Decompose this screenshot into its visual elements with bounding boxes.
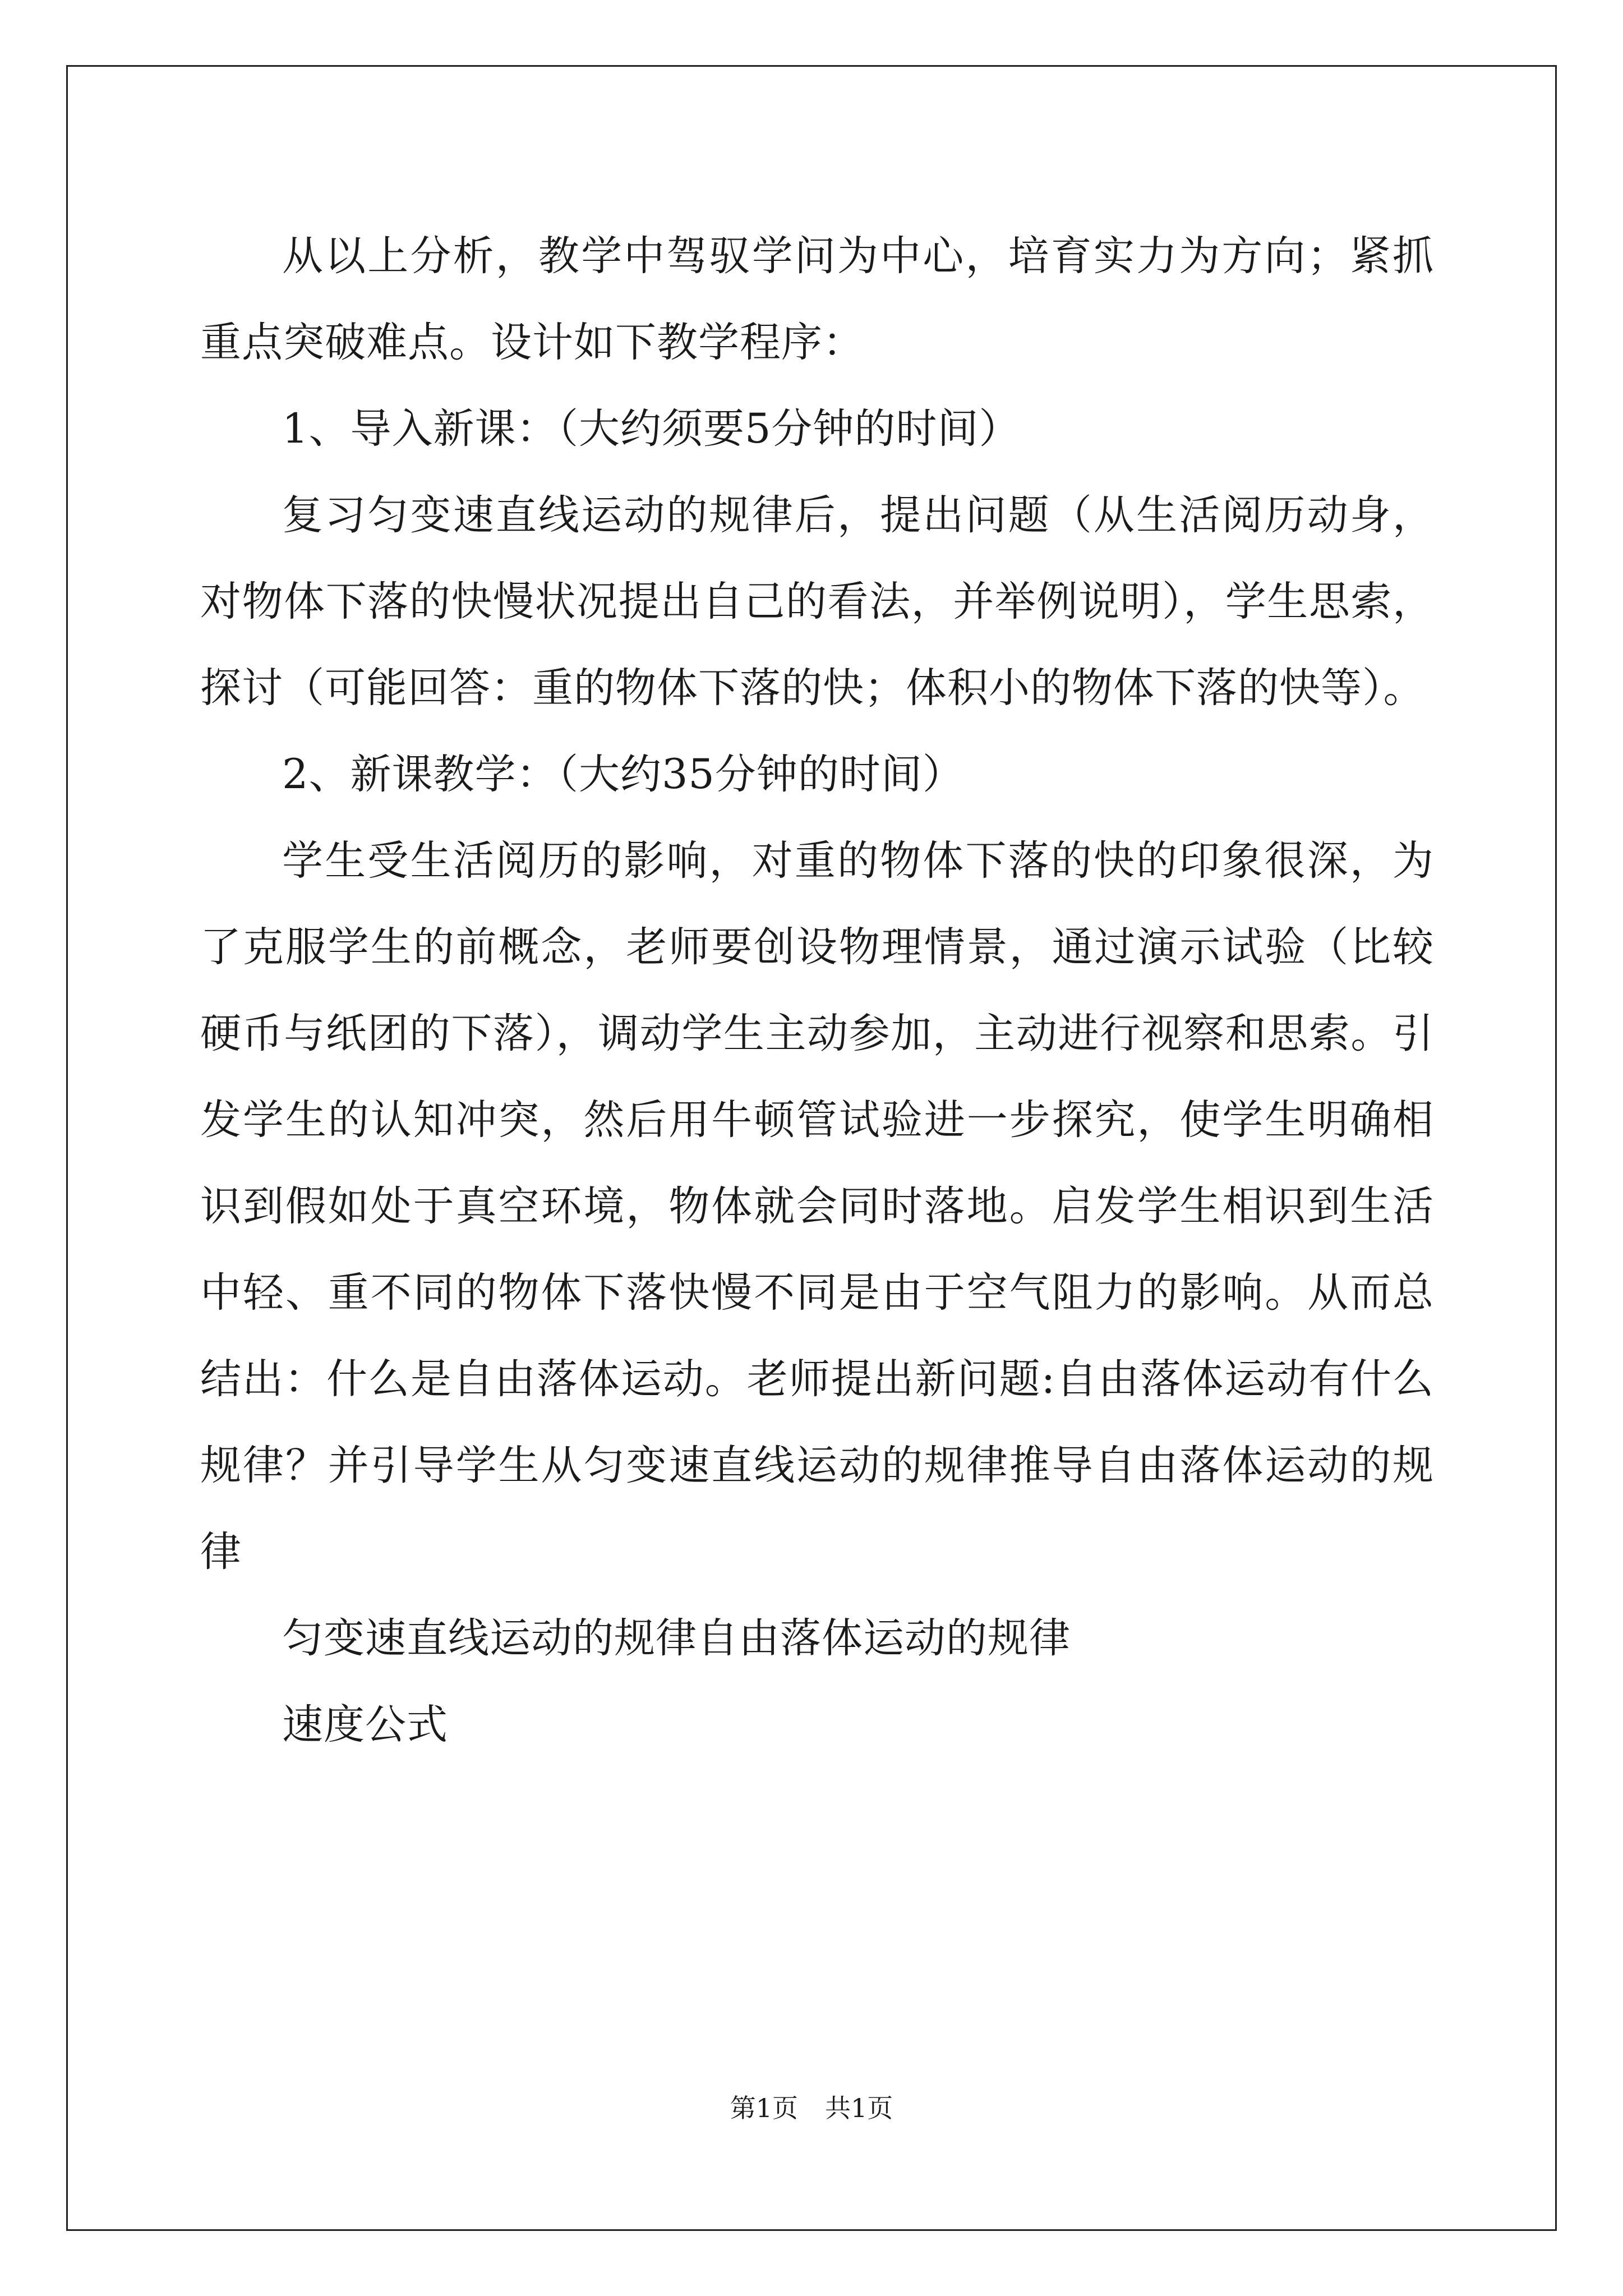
- page-footer: [0, 2091, 1623, 2125]
- document-body: [200, 213, 1434, 1768]
- paragraph-velocity-formula: 速度公式: [282, 1701, 448, 1749]
- paragraph-rules-comparison: 匀变速直线运动的规律自由落体运动的规律: [282, 1614, 1071, 1662]
- page-total: 共1页: [825, 2093, 893, 2123]
- paragraph-section-1-heading: 1、导入新课：（大约须要5分钟的时间）: [282, 405, 1021, 453]
- page-number: 第1页: [730, 2093, 798, 2123]
- paragraph-analysis: 从以上分析，教学中驾驭学问为中心，培育实力为方向；紧抓重点突破难点。设计如下教学程序：: [200, 232, 1434, 366]
- paragraph-review: 复习匀变速直线运动的规律后，提出问题（从生活阅历动身，对物体下落的快慢状况提出自己的看法，并举例说明），学生思索，探讨（可能回答：重的物体下落的快；体积小的物体下落的快等）。: [200, 491, 1434, 712]
- paragraph-section-2-heading: 2、新课教学：（大约35分钟的时间）: [282, 751, 964, 798]
- paragraph-new-lesson: 学生受生活阅历的影响，对重的物体下落的快的印象很深，为了克服学生的前概念，老师要创设物理情景，通过演示试验（比较硬币与纸团的下落），调动学生主动参加，主动进行视察和思索。引发学生的认知冲突，然后用牛顿管试验进一步探究，使学生明确相识到假如处于真空环境，物体就会同时落地。启发学生相识到生活中轻、重不同的物体下落快慢不同是由于空气阻力的影响。从而总结出：什么是自由落体运动。老师提出新问题:自由落体运动有什么规律？并引导学生从匀变速直线运动的规律推导自由落体运动的规律: [200, 837, 1434, 1576]
